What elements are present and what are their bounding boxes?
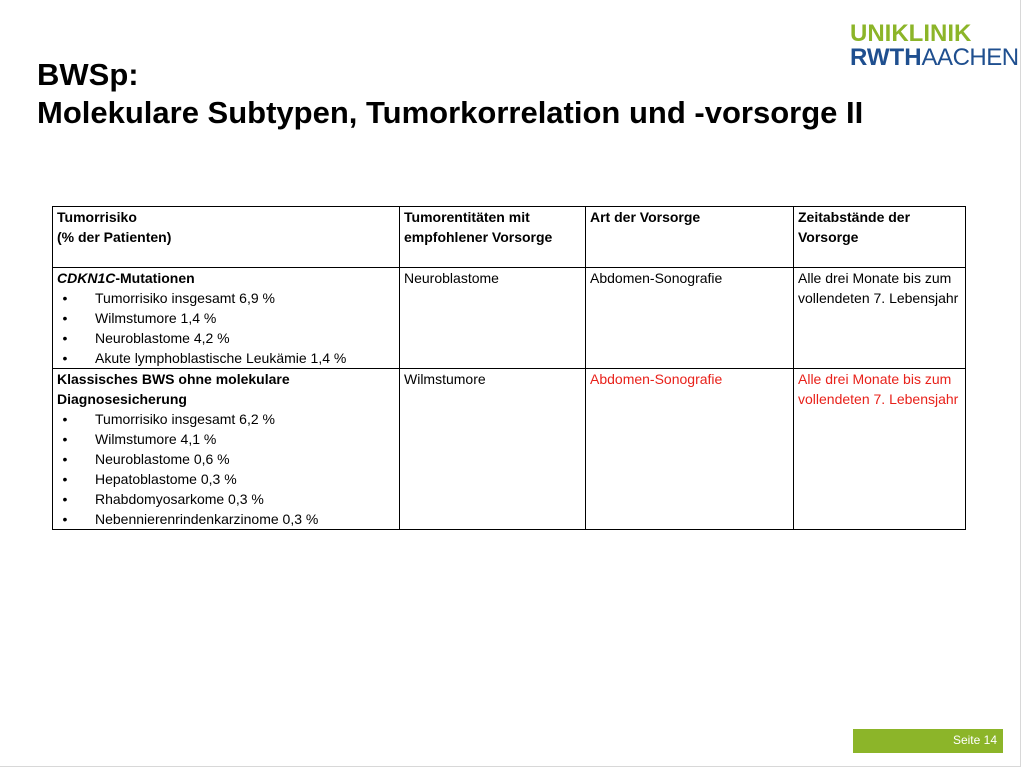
logo-aachen: AACHEN [921,44,1019,71]
list-item-text: Tumorrisiko insgesamt 6,2 % [95,411,275,427]
header-art-der-vorsorge: Art der Vorsorge [586,207,794,268]
title-line-1: BWSp: [37,57,139,92]
list-item [57,449,395,469]
row1-risk-list [57,288,395,368]
logo-uniklinik-text: UNIKLINIK [850,20,972,47]
bullet-icon: • [62,411,68,427]
bullet-icon: • [62,330,68,346]
bullet-icon: • [62,471,68,487]
row2-interval: Alle drei Monate bis zum vollendeten 7. Lebensjahr [794,369,966,530]
row1-interval: Alle drei Monate bis zum vollendeten 7. Lebensjahr [794,268,966,369]
list-item-text: Nebennierenrindenkarzinome 0,3 % [95,511,319,527]
list-item [57,409,395,429]
list-item-text: Neuroblastome 4,2 % [95,330,230,346]
row2-method: Abdomen-Sonografie [586,369,794,530]
header-tumorrisiko [53,207,400,268]
title-line-2: Molekulare Subtypen, Tumorkorrelation und -vorsorge II [37,95,864,130]
uniklinik-rwth-aachen-logo [850,20,1019,72]
bullet-icon: • [62,350,68,366]
row2-risk-list [57,409,395,529]
list-item [57,509,395,529]
tumor-screening-table [52,206,966,530]
list-item-text: Rhabdomyosarkome 0,3 % [95,491,264,507]
header-col1-line1: Tumorrisiko [57,209,137,225]
page-number-badge [853,729,1003,753]
list-item [57,348,395,368]
bullet-icon: • [62,511,68,527]
list-item [57,328,395,348]
logo-rwth: RWTH [850,44,922,71]
list-item-text: Tumorrisiko insgesamt 6,9 % [95,290,275,306]
bullet-icon: • [62,310,68,326]
row1-method: Abdomen-Sonografie [586,268,794,369]
row1-risk-cell [53,268,400,369]
list-item [57,288,395,308]
list-item-text: Hepatoblastome 0,3 % [95,471,237,487]
bullet-icon: • [62,290,68,306]
bullet-icon: • [62,431,68,447]
bullet-icon: • [62,491,68,507]
row1-title [57,268,395,288]
row1-title-gene: CDKN1C [57,270,116,286]
row1-entity: Neuroblastome [400,268,586,369]
table-header-row [53,207,966,268]
list-item [57,489,395,509]
list-item [57,308,395,328]
row2-entity: Wilmstumore [400,369,586,530]
list-item-text: Wilmstumore 4,1 % [95,431,217,447]
row2-risk-cell [53,369,400,530]
list-item-text: Akute lymphoblastische Leukämie 1,4 % [95,350,347,366]
logo-rwth-aachen-text [850,45,1019,71]
header-col1-line2: (% der Patienten) [57,229,172,245]
row2-title: Klassisches BWS ohne molekulare Diagnosesicherung [57,371,290,407]
header-zeitabstaende: Zeitabstände der Vorsorge [794,207,966,268]
slide-title [37,56,863,132]
table-row [53,268,966,369]
list-item [57,429,395,449]
table-row [53,369,966,530]
bullet-icon: • [62,451,68,467]
list-item-text: Wilmstumore 1,4 % [95,310,217,326]
list-item [57,469,395,489]
row1-title-rest: -Mutationen [115,270,195,286]
header-tumorentitaeten: Tumorentitäten mit empfohlener Vorsorge [400,207,586,268]
page-number: Seite 14 [952,733,997,747]
list-item-text: Neuroblastome 0,6 % [95,451,230,467]
